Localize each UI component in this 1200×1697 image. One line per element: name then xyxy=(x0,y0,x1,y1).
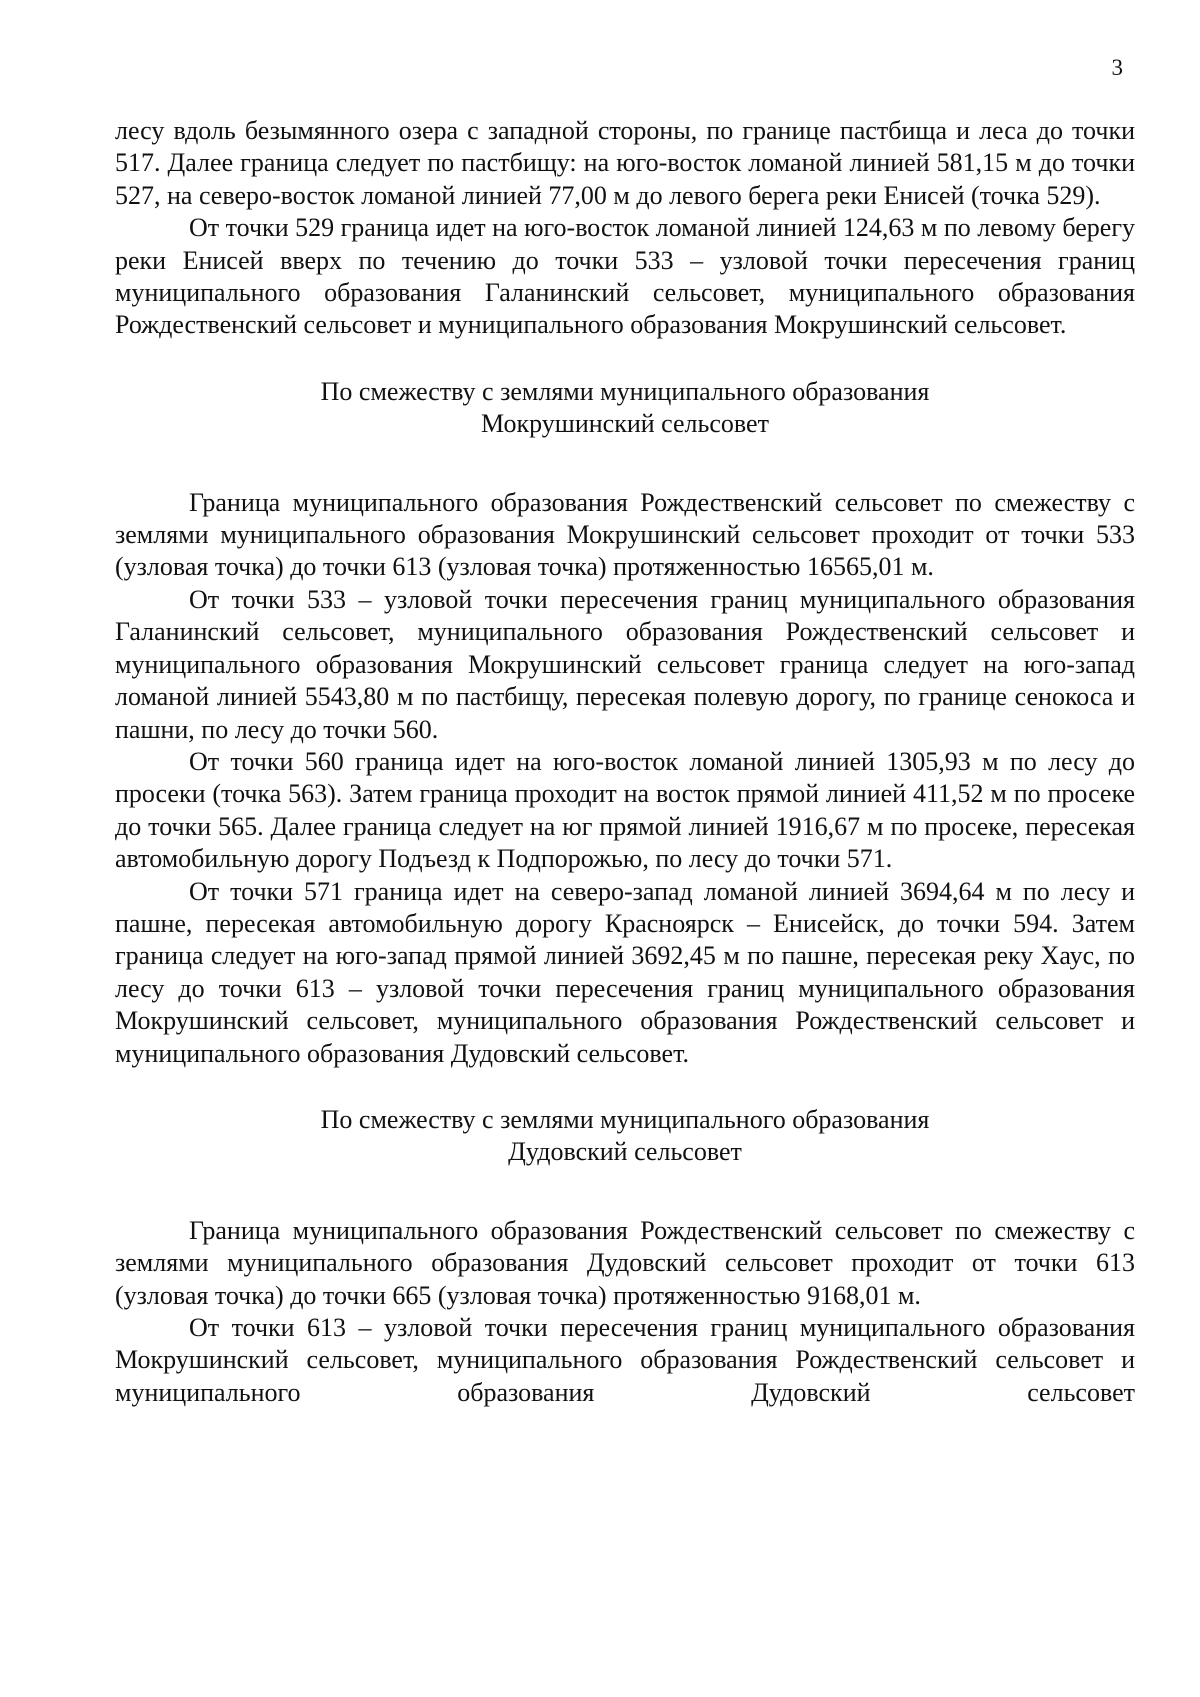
paragraph: Граница муниципального образования Рождественский сельсовет по смежеству с землями муниципального образования Мокрушинский сельсовет проходит от точки 533 (узловая точка) до точки 613 (узловая точка) протяженностью 16565,01 м. xyxy=(115,487,1135,582)
paragraph: Граница муниципального образования Рождественский сельсовет по смежеству с землями муниципального образования Дудовский сельсовет проходит от точки 613 (узловая точка) до точки 665 (узловая точка) протяженностью 9168,01 м. xyxy=(115,1215,1135,1310)
section-heading-line: По смежеству с землями муниципального образования xyxy=(320,376,930,406)
section-heading-line: По смежеству с землями муниципального образования xyxy=(320,1104,930,1134)
paragraph: От точки 560 граница идет на юго-восток ломаной линией 1305,93 м по лесу до просеки (точка 563). Затем граница проходит на восток прямой линией 411,52 м по просеке до точки 565. Далее граница следует на юг прямой линией 1916,67 м по просеке, пересекая автомобильную дорогу Подъезд к Подпорожью, по лесу до точки 571. xyxy=(115,746,1135,874)
paragraph-continues: От точки 613 – узловой точки пересечения границ муниципального образования Мокрушинский сельсовет, муниципального образования Рождественский сельсовет и муниципального образования Дудовский сельсовет xyxy=(115,1313,1135,1407)
paragraph: От точки 571 граница идет на северо-запад ломаной линией 3694,64 м по лесу и пашне, пересекая автомобильную дорогу Красноярск – Енисейск, до точки 594. Затем граница следует на юго-запад прямой линией 3692,45 м по пашне, пересекая реку Хаус, по лесу до точки 613 – узловой точки пересечения границ муниципального образования Мокрушинский сельсовет, муниципального образования Рождественский сельсовет и муниципального образования Дудовский сельсовет. xyxy=(115,876,1135,1068)
paragraph: От точки 533 – узловой точки пересечения границ муниципального образования Галанинский сельсовет, муниципального образования Рождественский сельсовет и муниципального образования Мокрушинский сельсовет граница следует на юго-запад ломаной линией 5543,80 м по пастбищу, пересекая полевую дорогу, по границе сенокоса и пашни, по лесу до точки 560. xyxy=(115,584,1135,744)
section-heading-line: Дудовский сельсовет xyxy=(508,1137,742,1167)
paragraph-continuation: лесу вдоль безымянного озера с западной стороны, по границе пастбища и леса до точки 517. Далее граница следует по пастбищу: на юго-восток ломаной линией 581,15 м до точки 527, на северо-восток ломаной линией 77,00 м до левого берега реки Енисей (точка 529). xyxy=(115,116,1135,210)
section-heading-dudovsky xyxy=(115,1104,1135,1169)
document-body xyxy=(115,115,1135,1409)
page-number: 3 xyxy=(1111,55,1123,80)
section-heading-line: Мокрушинский сельсовет xyxy=(481,409,769,439)
paragraph: От точки 529 граница идет на юго-восток ломаной линией 124,63 м по левому берегу реки Енисей вверх по течению до точки 533 – узловой точки пересечения границ муниципального образования Галанинский сельсовет, муниципального образования Рождественский сельсовет и муниципального образования Мокрушинский сельсовет. xyxy=(115,213,1135,340)
section-heading-mokrushinsky xyxy=(115,376,1135,441)
